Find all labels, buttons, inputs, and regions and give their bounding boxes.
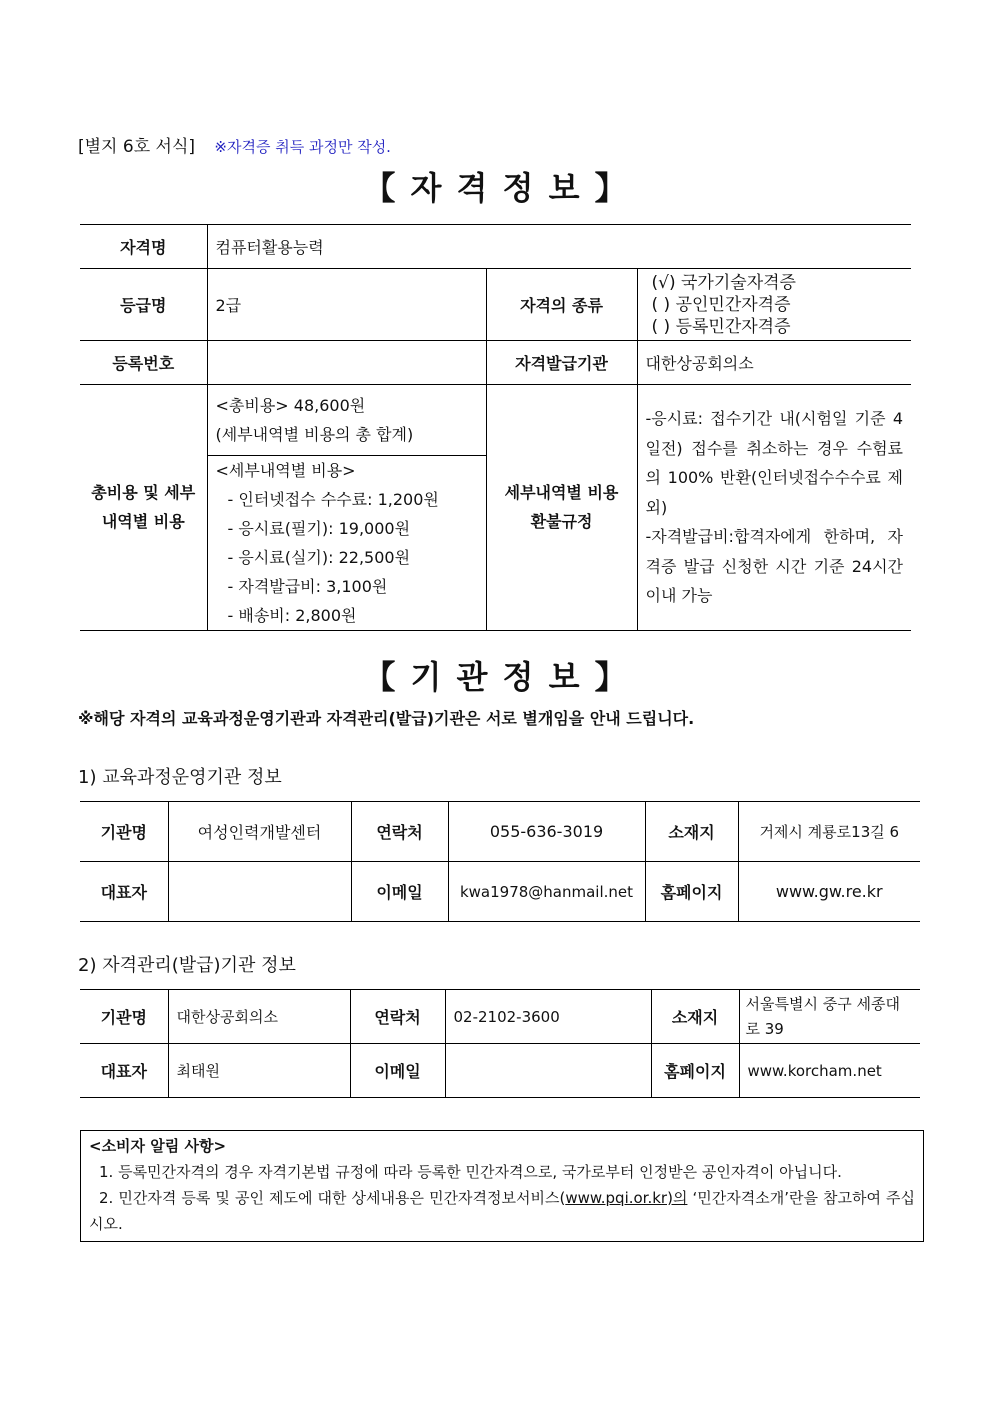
edu-address-value: 거제시 계룡로13길 6 [738, 802, 920, 862]
refund-text-issuance: -자격발급비:합격자에게 한하며, 자격증 발급 신청한 시간 기준 24시간 이내 가능 [645, 527, 903, 605]
issuer-address-label: 소재지 [651, 990, 739, 1044]
qualification-table [80, 224, 911, 631]
edu-homepage-value: www.gw.re.kr [738, 862, 920, 922]
grade-label: 등급명 [80, 269, 207, 341]
cost-label: 총비용 및 세부내역별 비용 [80, 385, 207, 631]
qualification-name-label: 자격명 [80, 225, 207, 269]
edu-name-label: 기관명 [80, 802, 168, 862]
form-label: [별지 6호 서식] [78, 137, 195, 157]
issuer-email-label: 이메일 [350, 1044, 445, 1098]
grade-value: 2급 [207, 269, 486, 341]
edu-email-value: kwa1978@hanmail.net [448, 862, 645, 922]
section-title-qualification: 【 자 격 정 보 】 [363, 169, 629, 207]
issuer-institution-heading: 2) 자격관리(발급)기관 정보 [78, 955, 296, 976]
edu-address-label: 소재지 [645, 802, 738, 862]
total-cost [208, 385, 486, 455]
issuer-institution-table [80, 989, 920, 1098]
qualification-name-value: 컴퓨터활용능력 [207, 225, 911, 269]
edu-rep-label: 대표자 [80, 862, 168, 922]
edu-institution-table [80, 801, 920, 922]
detail-item: - 자격발급비: 3,100원 [227, 576, 388, 596]
edu-contact-value: 055-636-3019 [448, 802, 645, 862]
institution-notice: ※해당 자격의 교육과정운영기관과 자격관리(발급)기관은 서로 별개임을 안내 드립니다. [78, 709, 695, 728]
reg-no-label: 등록번호 [80, 341, 207, 385]
issuer-rep-value: 최태원 [168, 1044, 350, 1098]
edu-institution-heading: 1) 교육과정운영기관 정보 [78, 767, 282, 788]
consumer-notice-item-2-prefix: 2. 민간자격 등록 및 공인 제도에 대한 상세내용은 민간자격정보서비스( [99, 1189, 566, 1207]
issuer-address-value: 서울특별시 중구 세종대로 39 [739, 990, 920, 1044]
cost-cell [207, 385, 486, 631]
form-header [78, 132, 391, 157]
pqi-link[interactable]: www.pqi.or.kr)의 [565, 1189, 688, 1207]
refund-text-exam: -응시료: 접수기간 내(시험일 기준 4일전) 접수를 취소하는 경우 수험료의 100% 반환(인터넷접수수수료 제외) [645, 409, 903, 517]
issuer-homepage-value: www.korcham.net [739, 1044, 920, 1098]
issuer-contact-label: 연락처 [350, 990, 445, 1044]
issuer-homepage-label: 홈페이지 [651, 1044, 739, 1098]
edu-email-label: 이메일 [351, 862, 448, 922]
consumer-notice-item-2-suffix: ‘민간자격소개’란을 참고하여 주십시오. [89, 1189, 916, 1233]
kind-option-registered-private: ( ) 등록민간자격증 [651, 316, 791, 337]
edu-homepage-label: 홈페이지 [645, 862, 738, 922]
issuer-email-value [445, 1044, 651, 1098]
issuer-name-label: 기관명 [80, 990, 168, 1044]
issuer-contact-value: 02-2102-3600 [445, 990, 651, 1044]
kind-label: 자격의 종류 [486, 269, 637, 341]
issuer-label: 자격발급기관 [486, 341, 637, 385]
consumer-notice-title: <소비자 알림 사항> [89, 1137, 227, 1155]
kind-option-national: (√) 국가기술자격증 [651, 272, 796, 293]
form-note: ※자격증 취득 과정만 작성. [214, 138, 391, 156]
cost-inner-table [208, 385, 486, 630]
edu-rep-value [168, 862, 351, 922]
detail-item: - 응시료(필기): 19,000원 [227, 518, 411, 538]
kind-option-certified-private: ( ) 공인민간자격증 [651, 294, 791, 315]
edu-name-value: 여성인력개발센터 [168, 802, 351, 862]
total-cost-line2: (세부내역별 비용의 총 합계) [215, 424, 414, 444]
kind-options [637, 269, 911, 341]
detail-item: - 인터넷접수 수수료: 1,200원 [227, 489, 439, 509]
reg-no-value [207, 341, 486, 385]
section-title-institution: 【 기 관 정 보 】 [363, 658, 629, 696]
consumer-notice-box [80, 1130, 924, 1242]
detail-title: <세부내역별 비용> [215, 460, 356, 480]
issuer-name-value: 대한상공회의소 [168, 990, 350, 1044]
issuer-value: 대한상공회의소 [637, 341, 911, 385]
total-cost-line1: <총비용> 48,600원 [215, 395, 366, 415]
refund-text [637, 385, 911, 631]
detail-item: - 응시료(실기): 22,500원 [227, 547, 411, 567]
consumer-notice-item-1: 1. 등록민간자격의 경우 자격기본법 규정에 따라 등록한 민간자격으로, 국가로부터 인정받은 공인자격이 아닙니다. [99, 1163, 842, 1181]
detail-item: - 배송비: 2,800원 [227, 605, 357, 625]
detail-cost [208, 455, 486, 630]
edu-contact-label: 연락처 [351, 802, 448, 862]
refund-label: 세부내역별 비용 환불규정 [486, 385, 637, 631]
issuer-rep-label: 대표자 [80, 1044, 168, 1098]
consumer-notice-item-2 [89, 1185, 915, 1237]
